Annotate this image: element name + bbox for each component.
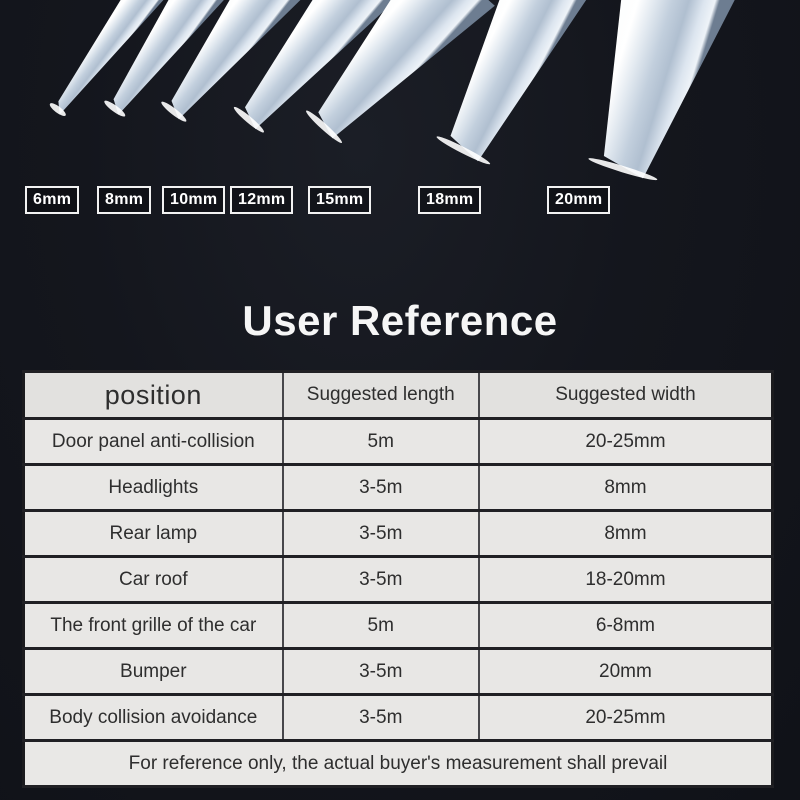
table-row xyxy=(24,419,773,465)
table-cell-position: Body collision avoidance xyxy=(24,695,283,741)
strip-size-label-12mm: 12mm xyxy=(230,186,293,214)
table-cell-position: Rear lamp xyxy=(24,511,283,557)
strip-size-label-20mm: 20mm xyxy=(547,186,610,214)
table-cell-length: 3-5m xyxy=(283,649,479,695)
strip-size-labels xyxy=(0,186,800,214)
strip-size-label-6mm: 6mm xyxy=(25,186,79,214)
user-reference-table xyxy=(22,370,774,788)
strip-size-label-18mm: 18mm xyxy=(418,186,481,214)
table-header-suggested-length: Suggested length xyxy=(283,372,479,419)
table-cell-position: Door panel anti-collision xyxy=(24,419,283,465)
table-cell-length: 3-5m xyxy=(283,557,479,603)
strip-size-label-15mm: 15mm xyxy=(308,186,371,214)
table-row xyxy=(24,557,773,603)
table-cell-width: 6-8mm xyxy=(479,603,773,649)
table-row xyxy=(24,649,773,695)
table-cell-length: 5m xyxy=(283,419,479,465)
table-cell-width: 8mm xyxy=(479,511,773,557)
strip-size-label-8mm: 8mm xyxy=(97,186,151,214)
table-cell-position: Bumper xyxy=(24,649,283,695)
table-footer-row xyxy=(24,741,773,787)
table-cell-width: 8mm xyxy=(479,465,773,511)
table-cell-width: 18-20mm xyxy=(479,557,773,603)
table-header-suggested-width: Suggested width xyxy=(479,372,773,419)
table-row xyxy=(24,603,773,649)
table-footer-note: For reference only, the actual buyer's measurement shall prevail xyxy=(24,741,773,787)
table-row xyxy=(24,511,773,557)
table-cell-position: Headlights xyxy=(24,465,283,511)
table-cell-length: 3-5m xyxy=(283,465,479,511)
table-header-row xyxy=(24,372,773,419)
strip-size-label-10mm: 10mm xyxy=(162,186,225,214)
chrome-strip xyxy=(604,0,739,178)
table-cell-width: 20-25mm xyxy=(479,695,773,741)
table-cell-width: 20-25mm xyxy=(479,419,773,465)
page-title: User Reference xyxy=(242,297,558,344)
table-cell-length: 3-5m xyxy=(283,695,479,741)
table-cell-position: Car roof xyxy=(24,557,283,603)
table-cell-length: 5m xyxy=(283,603,479,649)
table-row xyxy=(24,465,773,511)
table-cell-length: 3-5m xyxy=(283,511,479,557)
table-row xyxy=(24,695,773,741)
table-header-position: position xyxy=(24,372,283,419)
table-cell-width: 20mm xyxy=(479,649,773,695)
table-cell-position: The front grille of the car xyxy=(24,603,283,649)
